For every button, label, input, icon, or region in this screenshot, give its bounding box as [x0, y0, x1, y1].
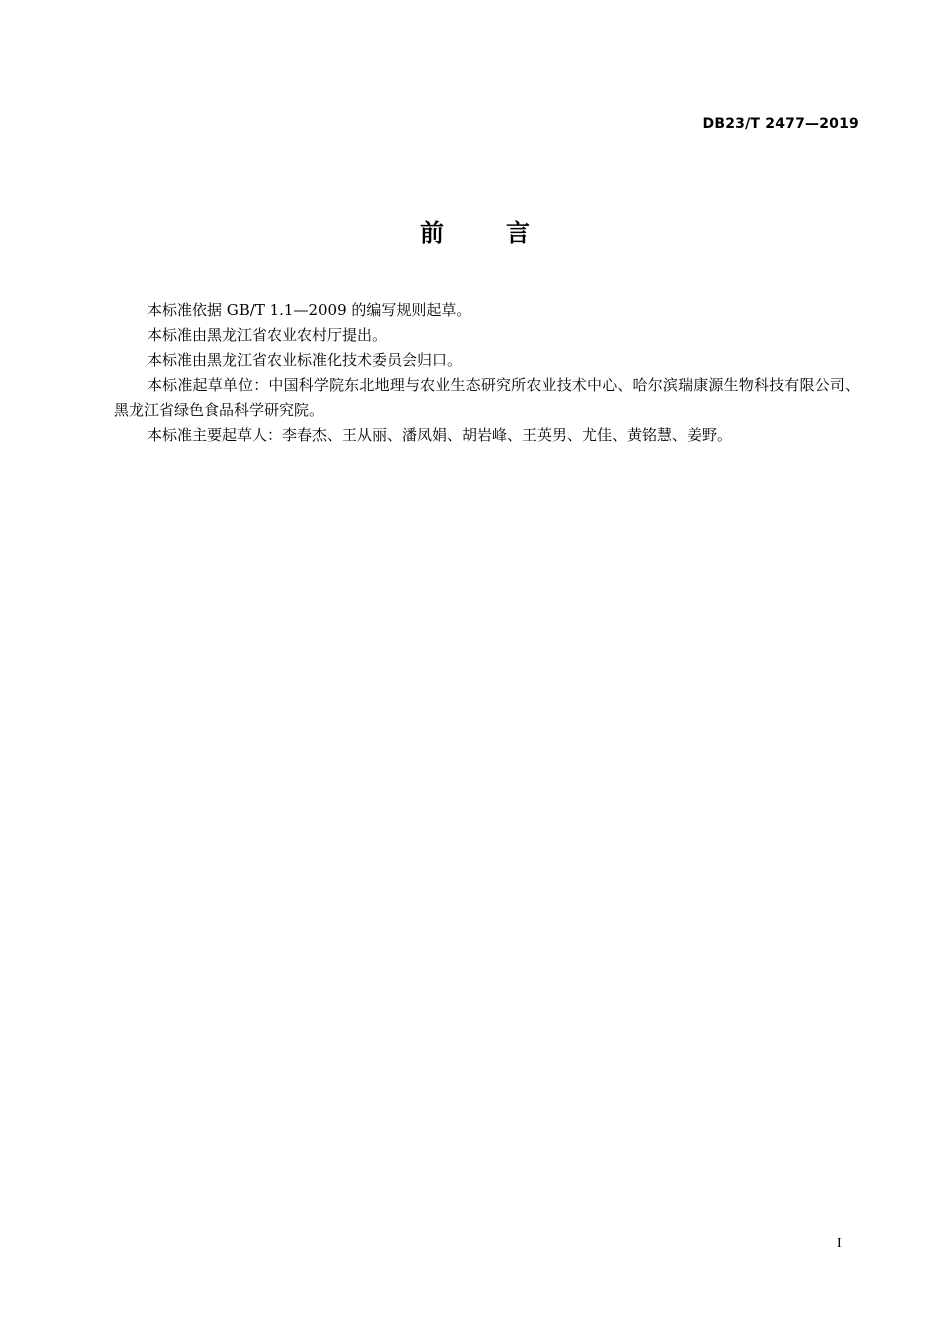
- title-char-1: 前: [420, 219, 444, 247]
- paragraph-proposer: 本标准由黑龙江省农业农村厅提出。: [147, 326, 388, 344]
- paragraph-drafting-rules: 本标准依据 GB/T 1.1—2009 的编写规则起草。: [147, 301, 472, 319]
- document-code: DB23/T 2477—2019: [702, 116, 859, 132]
- paragraph-administrator: 本标准由黑龙江省农业标准化技术委员会归口。: [147, 351, 463, 369]
- paragraph-drafters: 本标准主要起草人：李春杰、王从丽、潘凤娟、胡岩峰、王英男、尤佳、黄铭慧、姜野。: [147, 426, 733, 444]
- foreword-body: [114, 298, 860, 448]
- title-char-2: 言: [506, 219, 530, 247]
- paragraph-drafting-units: 本标准起草单位：中国科学院东北地理与农业生态研究所农业技术中心、哈尔滨瑞康源生物科技有限公司、黑龙江省绿色食品科学研究院。: [114, 376, 860, 419]
- page-number: I: [837, 1236, 842, 1251]
- page-title: [0, 213, 950, 248]
